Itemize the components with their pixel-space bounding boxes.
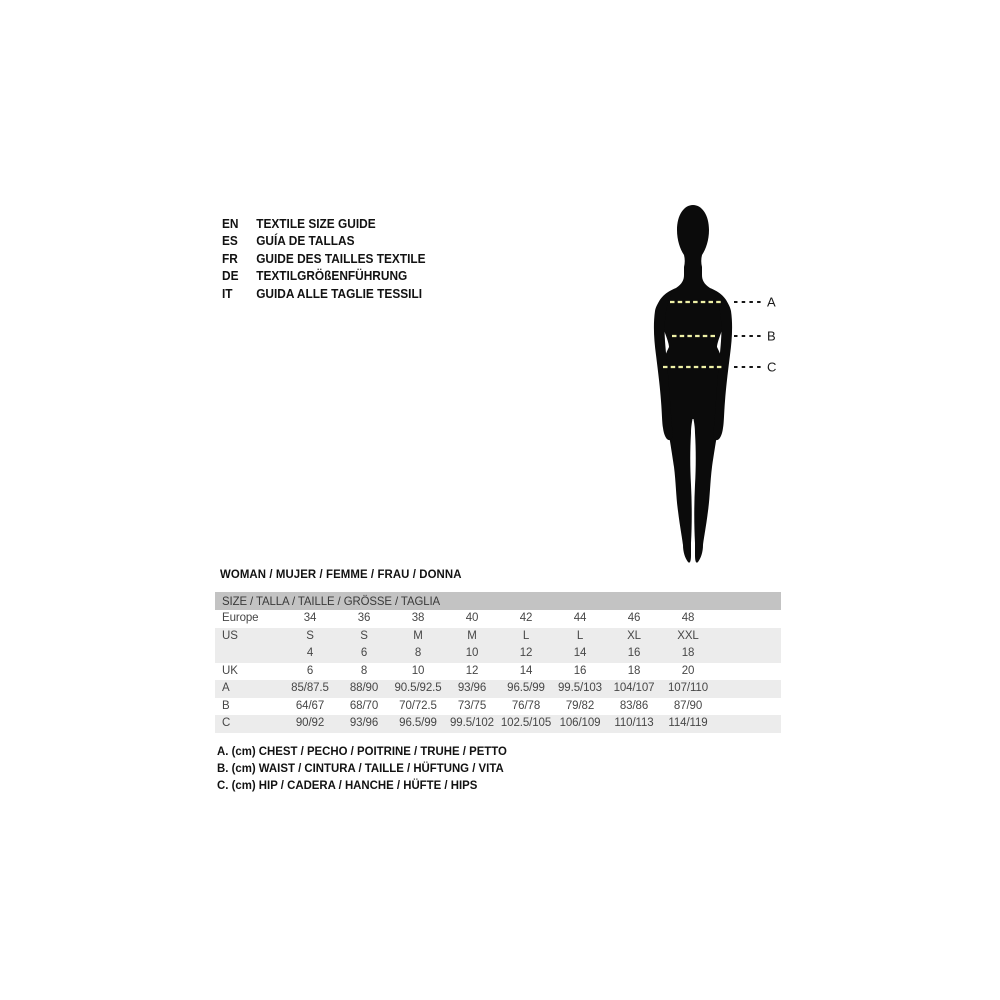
row-filler [715,645,781,663]
table-row [215,698,781,716]
row-label: C [222,717,231,729]
measure-label-b: B [767,328,776,344]
row-label: A [222,682,230,694]
row-label: B [222,699,230,712]
table-cell: 93/96 [349,717,379,729]
language-code: ES [222,234,238,249]
language-code: IT [222,286,233,301]
language-title: GUIDA ALLE TAGLIE TESSILI [256,286,423,301]
table-cell: 79/82 [565,699,595,712]
table-cell: 68/70 [349,699,379,712]
language-code: DE [222,269,239,284]
table-cell: 99.5/103 [558,682,602,694]
figure-svg [600,195,800,575]
table-cell: 40 [465,612,479,624]
table-cell: 18 [681,647,695,659]
row-label: US [222,629,238,642]
table-cell: 38 [411,612,425,624]
table-cell: S [306,629,314,642]
measurement-notes [217,743,522,795]
table-cell: 10 [465,647,479,659]
table-cell: 42 [519,612,533,624]
table-row [215,663,781,681]
table-cell: 44 [573,612,587,624]
row-filler [715,610,781,628]
table-cell: L [522,629,530,642]
row-label: Europe [222,612,259,624]
table-cell: 36 [357,612,371,624]
table-cell: 102.5/105 [500,717,552,729]
table-cell: 96.5/99 [399,717,437,729]
table-cell: 99.5/102 [450,717,494,729]
measurement-note: C. (cm) HIP / CADERA / HANCHE / HÜFTE / HIPS [217,778,478,793]
table-row [215,610,781,628]
language-row [222,268,426,285]
table-cell: 64/67 [295,699,325,712]
table-cell: 6 [360,647,368,659]
language-title: TEXTILGRÖßENFÜHRUNG [256,269,408,284]
row-filler [715,680,781,698]
measure-label-c: C [767,359,777,375]
gender-label: WOMAN / MUJER / FEMME / FRAU / DONNA [220,567,462,581]
language-title: TEXTILE SIZE GUIDE [256,217,376,231]
table-row [215,680,781,698]
table-cell: 46 [627,612,641,624]
row-filler [715,628,781,646]
table-cell: 76/78 [511,699,541,712]
table-row [215,645,781,663]
language-row [222,216,426,233]
table-cell: 4 [306,647,314,659]
table-cell: M [467,629,477,642]
size-table-body [215,610,781,733]
language-row [222,286,426,303]
language-row [222,251,426,268]
table-cell: 96.5/99 [507,682,545,694]
table-cell: 73/75 [457,699,487,712]
size-table-header [215,592,781,610]
measurement-note: A. (cm) CHEST / PECHO / POITRINE / TRUHE / PETTO [217,744,507,758]
language-title: GUIDE DES TAILLES TEXTILE [256,251,426,266]
measure-label-a: A [767,294,776,310]
table-cell: 114/119 [668,717,708,729]
table-cell: 85/87.5 [291,682,329,694]
table-cell: 14 [573,647,587,659]
table-cell: 34 [303,612,317,624]
row-label: UK [222,664,238,677]
table-cell: 6 [306,664,314,677]
table-cell: 107/110 [667,682,709,694]
table-cell: 90/92 [295,717,325,729]
table-cell: 88/90 [349,682,379,694]
table-cell: S [360,629,368,642]
table-cell: 48 [681,612,695,624]
table-row [215,628,781,646]
language-code: FR [222,251,238,266]
table-cell: 106/109 [559,717,601,729]
table-cell: L [576,629,584,642]
table-cell: 90.5/92.5 [394,682,442,694]
size-table-header-label: SIZE / TALLA / TAILLE / GRÖSSE / TAGLIA [222,594,441,608]
measurement-note: B. (cm) WAIST / CINTURA / TAILLE / HÜFTUNG / VITA [217,761,504,776]
size-table [215,592,781,733]
language-title: GUÍA DE TALLAS [256,234,355,249]
table-cell: 8 [414,647,422,659]
table-cell: 70/72.5 [399,699,437,712]
table-cell: XL [627,629,641,642]
table-cell: XXL [677,629,699,642]
table-cell: 12 [519,647,533,659]
table-cell: 93/96 [457,682,487,694]
language-row [222,233,426,250]
row-label [215,645,283,663]
table-cell: 83/86 [619,699,649,712]
table-cell: 18 [627,664,641,677]
woman-silhouette-figure [600,195,800,575]
row-filler [715,715,781,733]
table-cell: 12 [465,664,479,677]
table-row [215,715,781,733]
row-filler [715,663,781,681]
table-cell: 10 [411,664,425,677]
table-cell: 110/113 [614,717,654,729]
table-cell: M [413,629,423,642]
table-cell: 16 [627,647,641,659]
table-cell: 16 [573,664,587,677]
table-cell: 104/107 [613,682,655,694]
table-cell: 87/90 [673,699,703,712]
table-cell: 20 [681,664,695,677]
language-guide-list [222,216,436,303]
language-code: EN [222,217,239,231]
table-cell: 14 [519,664,533,677]
table-cell: 8 [360,664,368,677]
row-filler [715,698,781,716]
